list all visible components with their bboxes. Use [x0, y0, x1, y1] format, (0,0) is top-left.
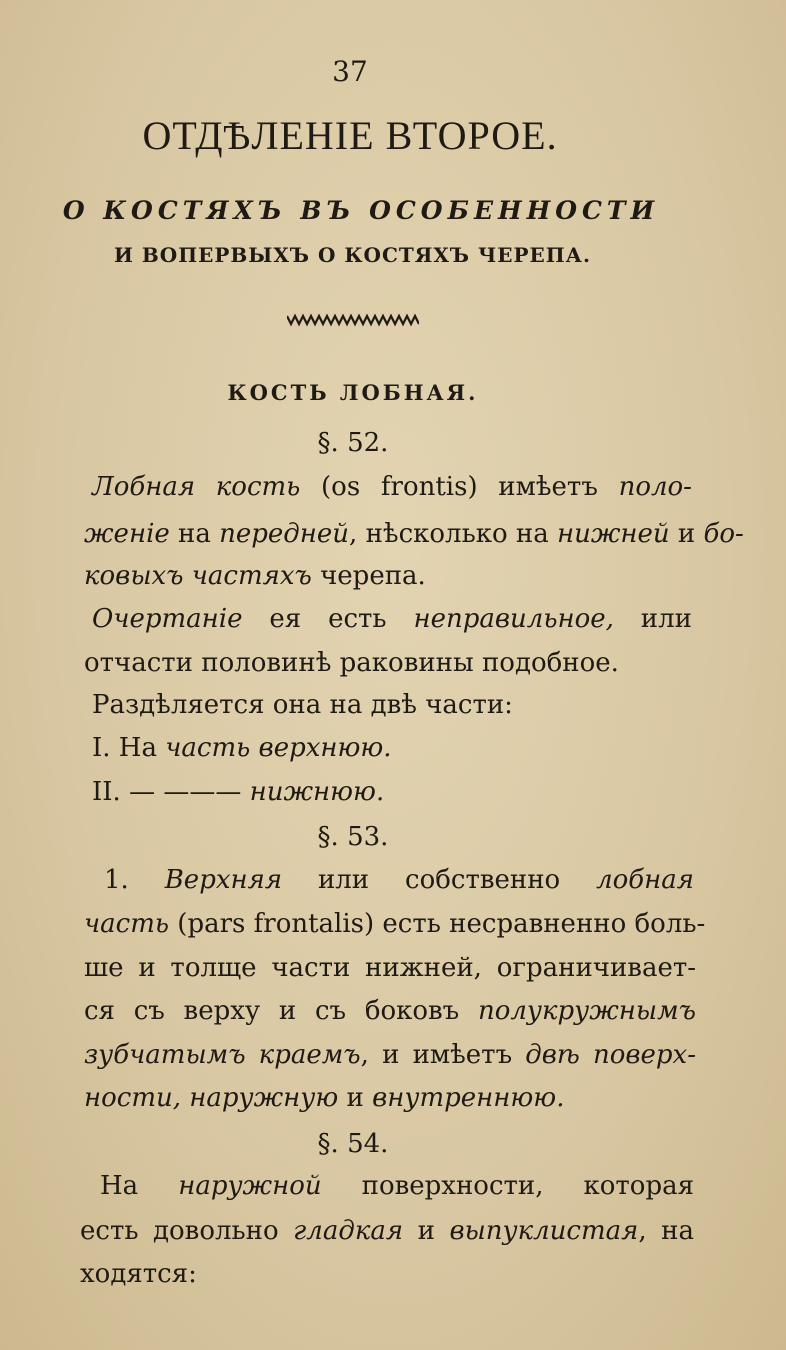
text-line: ковыхъ частяхъ черепа.	[84, 561, 426, 591]
text-line: есть довольно гладкая и выпуклистая, на	[80, 1216, 694, 1246]
text-line: женіе на передней, нѣсколько на нижней и бо-	[84, 519, 744, 549]
paragraph-number-53: §. 53.	[317, 822, 389, 852]
text-line: отчасти половинѣ раковины подобное.	[84, 648, 619, 678]
paragraph-number-52: §. 52.	[317, 428, 389, 458]
text-line: II. — ——— нижнюю.	[92, 777, 385, 807]
text-line: На наружной поверхности, которая	[100, 1171, 694, 1201]
text-line: 1. Верхняя или собственно лобная	[104, 865, 694, 895]
chapter-title: ОТДѢЛЕНІЕ ВТОРОЕ.	[142, 113, 558, 158]
section-heading: КОСТЬ ЛОБНАЯ.	[227, 380, 479, 405]
paragraph-number-54: §. 54.	[317, 1129, 389, 1159]
text-line: ходятся:	[80, 1259, 197, 1289]
text-line: часть (pars frontalis) есть несравненно боль-	[84, 909, 706, 939]
text-line: ности, наружную и внутреннюю.	[84, 1083, 565, 1113]
ornament-divider	[287, 312, 419, 328]
text-line: Лобная кость (os frontis) имѣетъ поло-	[92, 472, 692, 502]
text-line: ше и толще части нижней, ограничивает-	[84, 953, 696, 983]
text-line: Очертаніе ея есть неправильное, или	[92, 604, 692, 634]
text-line: I. На часть верхнюю.	[92, 733, 392, 763]
text-line: Раздѣляется она на двѣ части:	[92, 690, 513, 720]
chapter-subtitle-1: О КОСТЯХЪ ВЪ ОСОБЕННОСТИ	[62, 196, 660, 225]
text-line: ся съ верху и съ боковъ полукружнымъ	[84, 996, 696, 1026]
page-number: 37	[332, 55, 368, 88]
chapter-subtitle-2: И ВОПЕРВЫХЪ О КОСТЯХЪ ЧЕРЕПА.	[114, 243, 591, 267]
text-line: зубчатымъ краемъ, и имѣетъ двѣ поверх-	[84, 1040, 697, 1070]
